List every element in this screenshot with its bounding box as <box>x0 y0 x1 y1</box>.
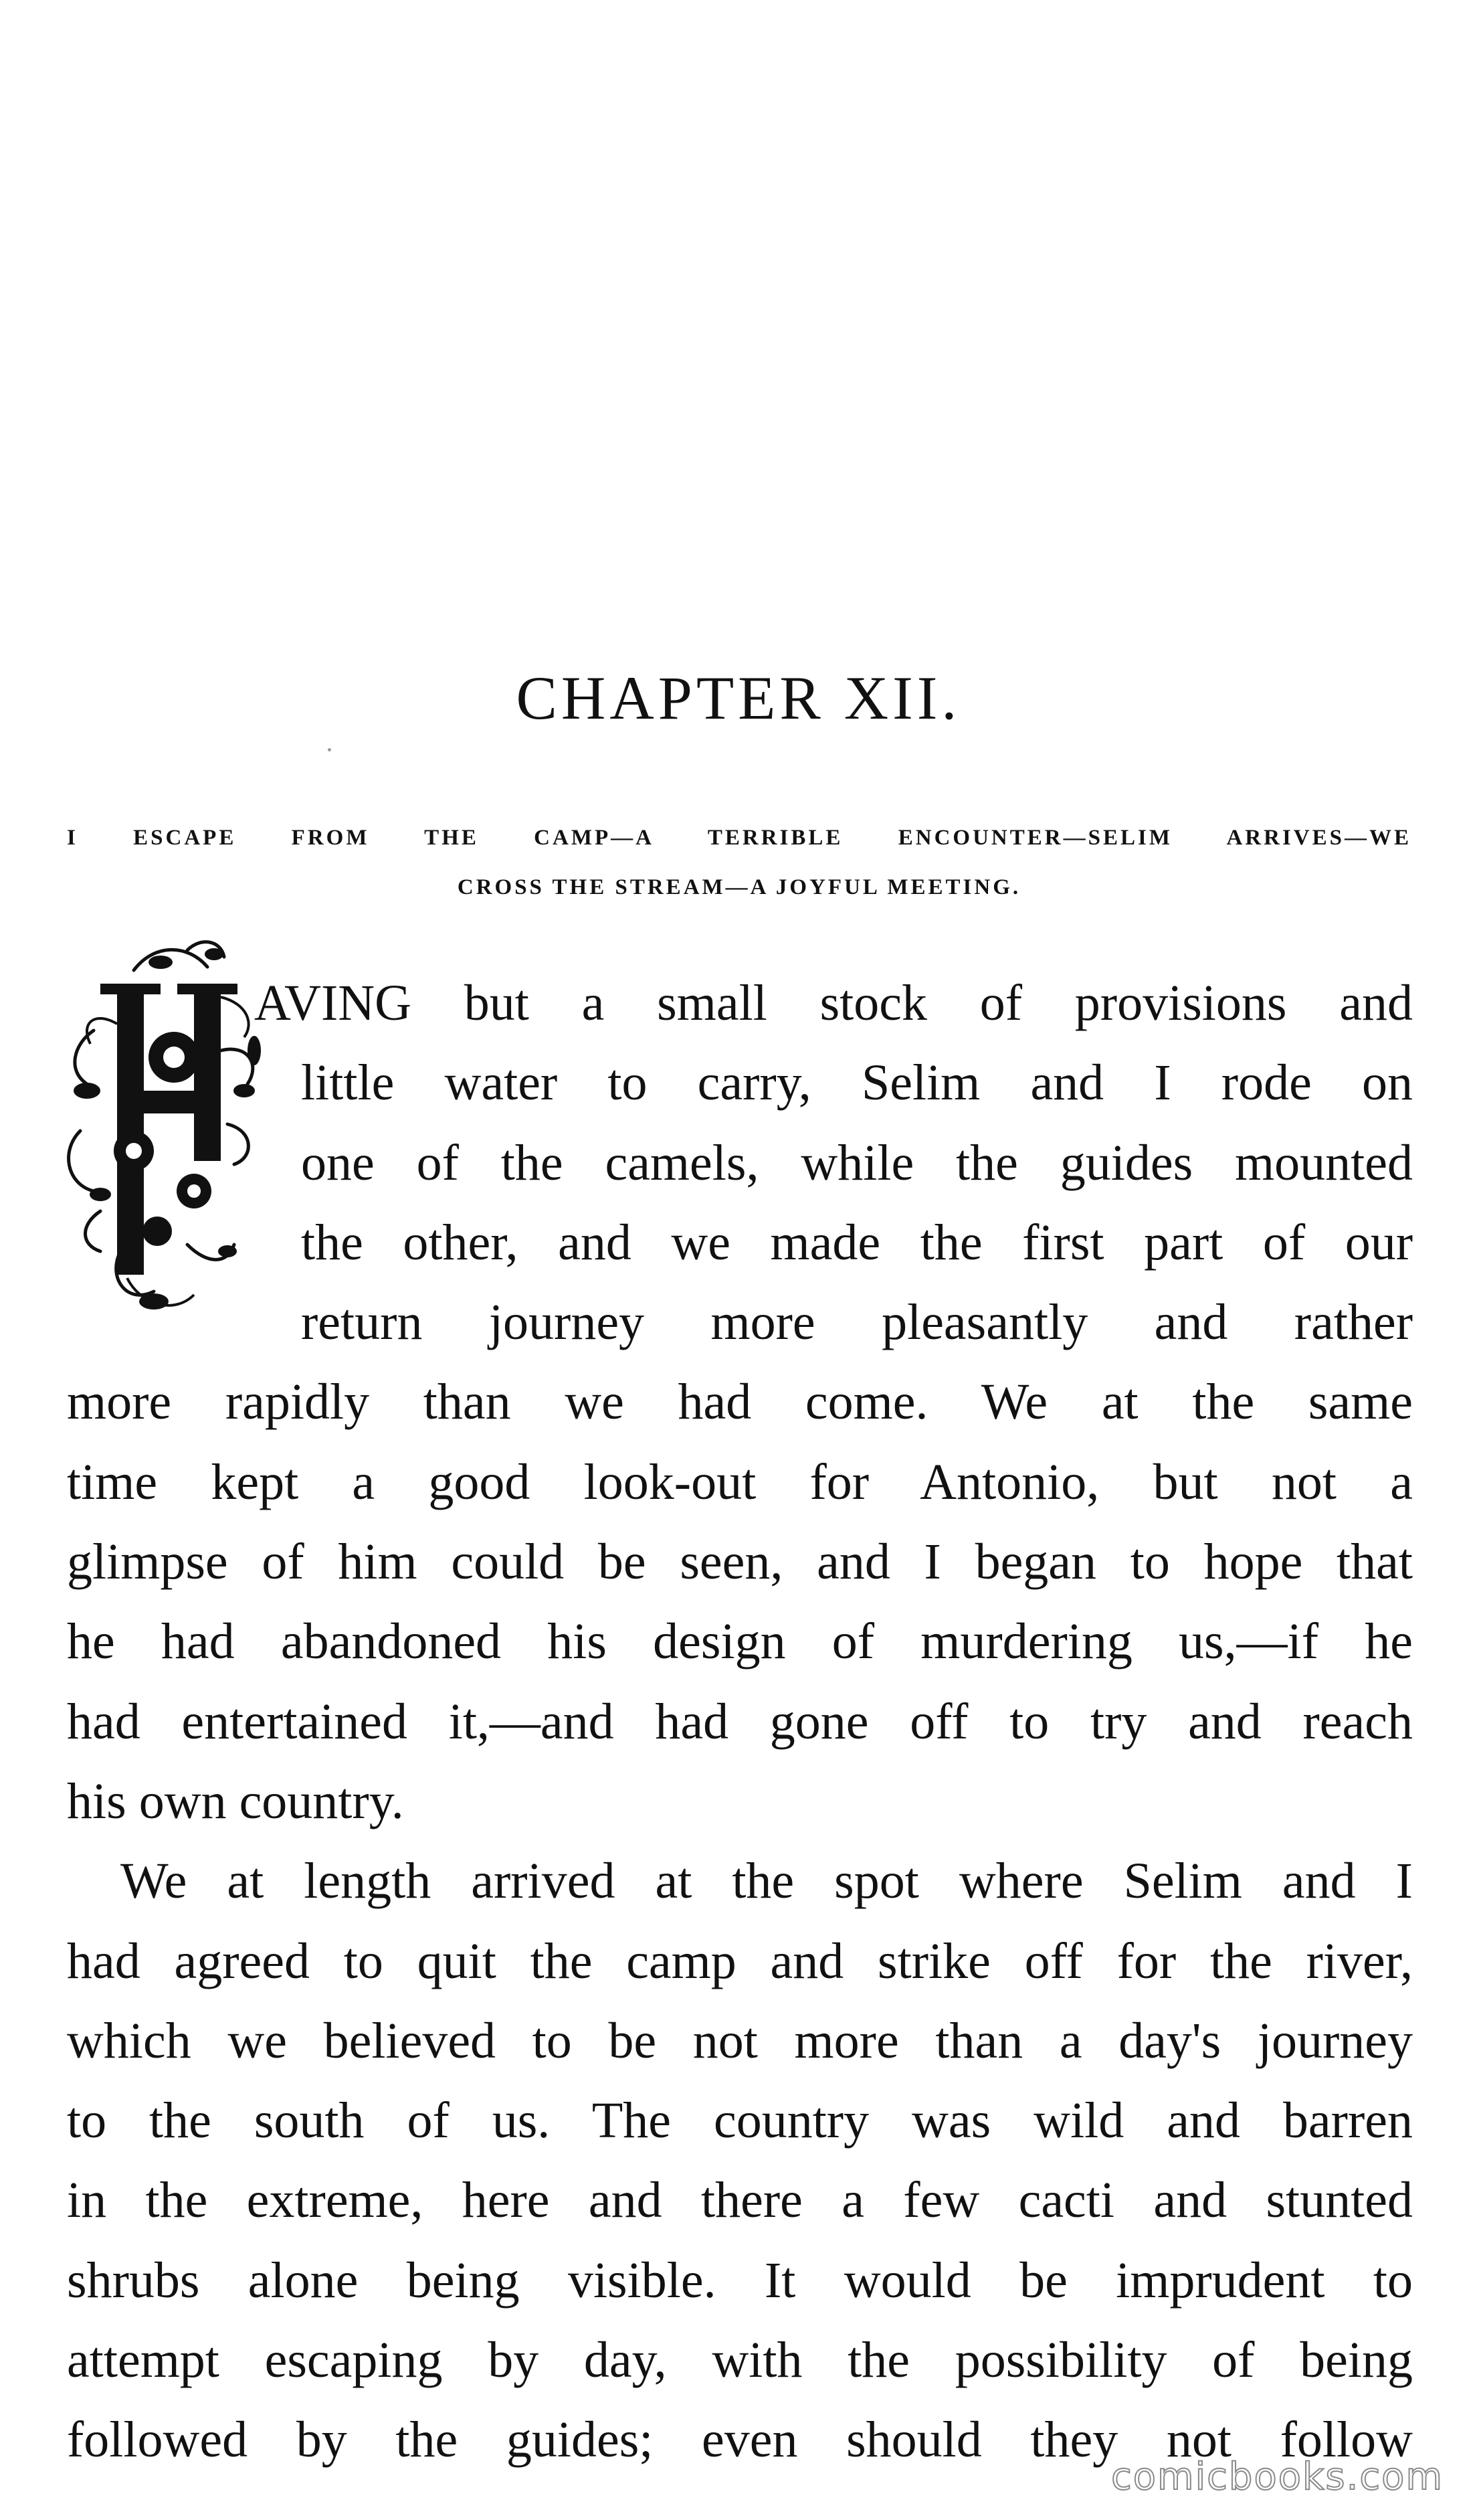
synopsis-line: CROSS THE STREAM—A JOYFUL MEETING. <box>457 875 1021 899</box>
watermark-logo: comicbooks.com <box>1110 2455 1444 2499</box>
text-line: his own country. <box>67 1773 404 1829</box>
text-line: had agreed to quit the camp and strike off for the river, <box>67 1932 1413 1989</box>
text-line: return journey more pleasantly and rather <box>301 1294 1413 1351</box>
ink-speck <box>328 748 331 751</box>
text-line: AVING but a small stock of provisions and <box>254 975 1413 1031</box>
synopsis-line: I ESCAPE FROM THE CAMP—A TERRIBLE ENCOUNTER—SELIM ARRIVES—WE <box>67 826 1411 850</box>
text-line: little water to carry, Selim and I rode on <box>301 1055 1413 1111</box>
text-line: We at length arrived at the spot where Selim and I <box>120 1853 1413 1910</box>
text-line: the other, and we made the first part of our <box>301 1214 1413 1271</box>
text-line: shrubs alone being visible. It would be imprudent to <box>67 2252 1413 2309</box>
text-line: glimpse of him could be seen, and I began to hope that <box>67 1534 1413 1591</box>
text-line: time kept a good look-out for Antonio, but not a <box>67 1453 1413 1510</box>
text-line: had entertained it,—and had gone off to try and reach <box>67 1693 1413 1750</box>
text-line: more rapidly than we had come. We at the same <box>67 1374 1413 1431</box>
text-line: he had abandoned his design of murdering us,—if he <box>67 1613 1413 1670</box>
text-line: to the south of us. The country was wild and barren <box>67 2092 1413 2149</box>
text-line: one of the camels, while the guides mounted <box>301 1134 1413 1191</box>
text-line: attempt escaping by day, with the possibility of being <box>67 2332 1413 2389</box>
chapter-synopsis <box>67 813 1411 912</box>
text-line: which we believed to be not more than a day's journey <box>67 2012 1413 2069</box>
chapter-title: CHAPTER XII. <box>516 664 961 732</box>
body-text <box>67 964 1413 2481</box>
text-line: in the extreme, here and there a few cacti and stunted <box>67 2172 1413 2229</box>
text-line: followed by the guides; even should they not follow <box>67 2412 1413 2468</box>
